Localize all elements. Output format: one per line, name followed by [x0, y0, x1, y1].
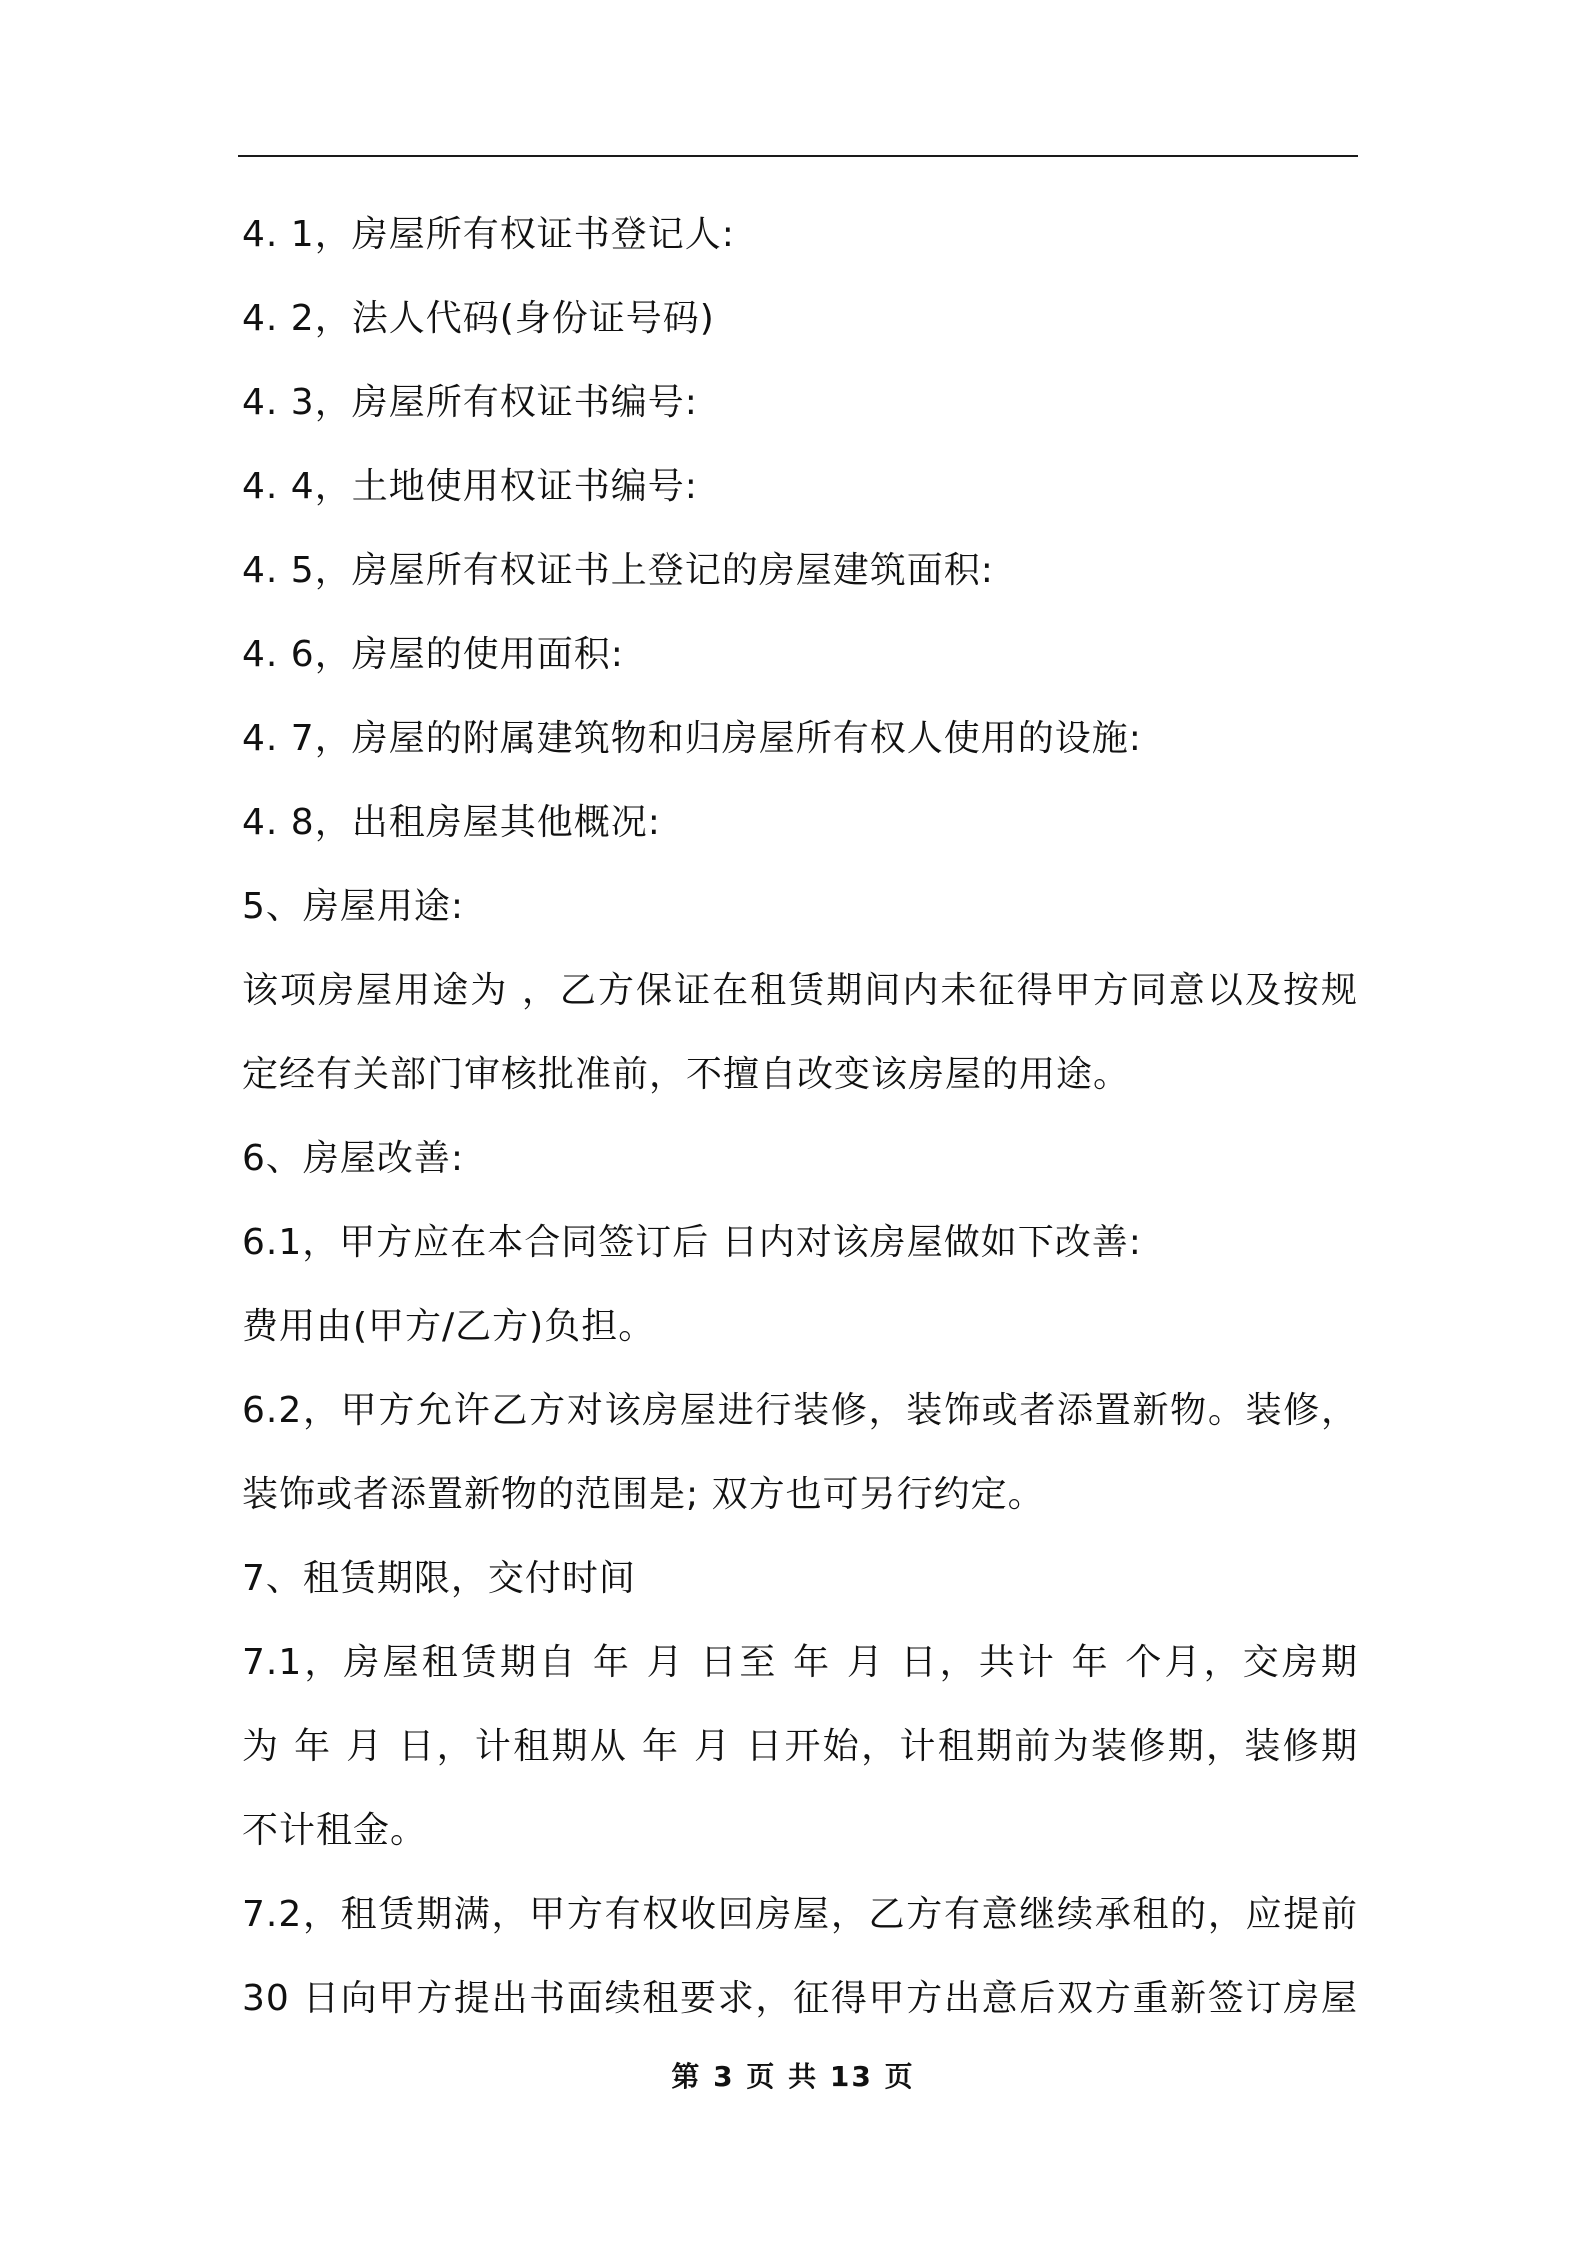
section-5-text-line-2: 定经有关部门审核批准前，不擅自改变该房屋的用途。 — [242, 1054, 1131, 1095]
header-divider — [238, 155, 1358, 157]
clause-7-1-line-2: 为 年 月 日，计租期从 年 月 日开始，计租期前为装修期，装修期 — [242, 1726, 1358, 1767]
clause-4-3: 4. 3，房屋所有权证书编号: — [242, 382, 698, 423]
clause-4-8: 4. 8，出租房屋其他概况: — [242, 802, 661, 843]
clause-7-1-line-3: 不计租金。 — [242, 1810, 428, 1851]
clause-7-2-line-1: 7.2，租赁期满，甲方有权收回房屋，乙方有意继续承租的，应提前 — [242, 1894, 1358, 1935]
document-body — [242, 193, 1358, 2041]
clause-4-5: 4. 5，房屋所有权证书上登记的房屋建筑面积: — [242, 550, 994, 591]
clause-4-1: 4. 1，房屋所有权证书登记人: — [242, 214, 735, 255]
clause-7-1-line-1: 7.1，房屋租赁期自 年 月 日至 年 月 日，共计 年 个月，交房期 — [242, 1642, 1358, 1683]
page-number: 第 3 页 共 13 页 — [671, 2060, 915, 2093]
section-5-heading: 5、房屋用途: — [242, 886, 465, 927]
clause-4-7: 4. 7，房屋的附属建筑物和归房屋所有权人使用的设施: — [242, 718, 1142, 759]
section-6-heading: 6、房屋改善: — [242, 1138, 465, 1179]
clause-4-6: 4. 6，房屋的使用面积: — [242, 634, 624, 675]
clause-6-1: 6.1，甲方应在本合同签订后 日内对该房屋做如下改善: — [242, 1222, 1142, 1263]
clause-7-2-line-2: 30 日向甲方提出书面续租要求，征得甲方出意后双方重新签订房屋 — [242, 1978, 1358, 2019]
clause-4-4: 4. 4，土地使用权证书编号: — [242, 466, 698, 507]
clause-6-2-line-2: 装饰或者添置新物的范围是; 双方也可另行约定。 — [242, 1474, 1045, 1515]
clause-6-1-cost: 费用由(甲方/乙方)负担。 — [242, 1306, 656, 1347]
section-5-text-line-1: 该项房屋用途为 ，乙方保证在租赁期间内未征得甲方同意以及按规 — [242, 970, 1358, 1011]
clause-6-2-line-1: 6.2，甲方允许乙方对该房屋进行装修，装饰或者添置新物。装修， — [242, 1390, 1358, 1431]
clause-4-2: 4. 2，法人代码(身份证号码) — [242, 298, 715, 339]
section-7-heading: 7、租赁期限，交付时间 — [242, 1558, 636, 1599]
